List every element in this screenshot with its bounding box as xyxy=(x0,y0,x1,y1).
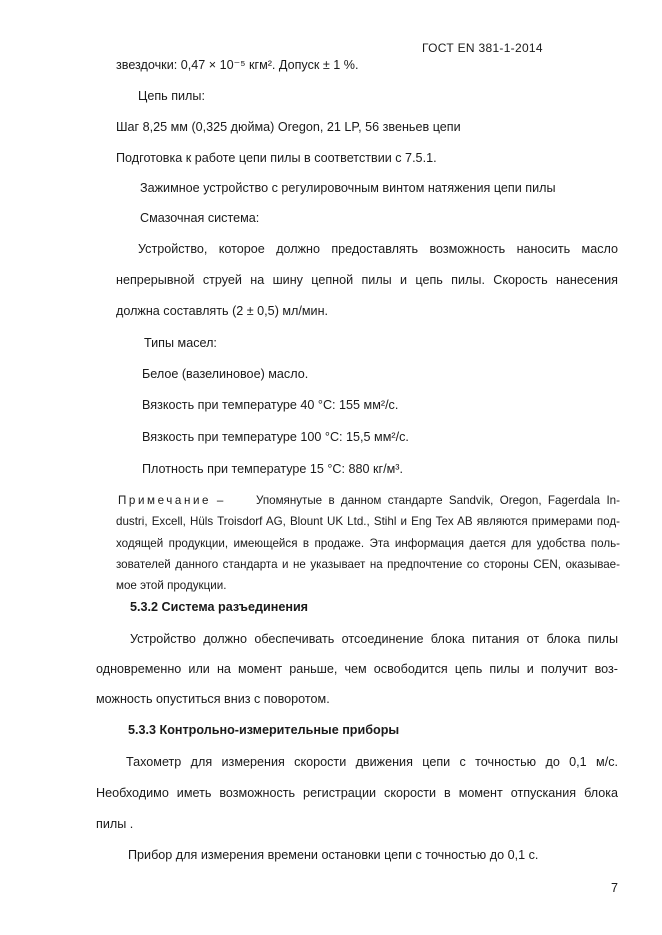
note-line: зователей данного стандарта и не указывает на предпочтение со стороны CEN, оказывае- xyxy=(116,558,620,571)
note-line: ходящей продукции, имеющейся в продаже. Эта информация дается для удобства поль- xyxy=(116,537,620,550)
page-number: 7 xyxy=(611,881,619,895)
text-line: Вязкость при температуре 100 °С: 15,5 мм²/с. xyxy=(142,430,409,444)
text-line: Смазочная система: xyxy=(140,211,260,225)
text-line: Шаг 8,25 мм (0,325 дюйма) Oregon, 21 LP, 56 звеньев цепи xyxy=(116,120,461,134)
running-header: ГОСТ EN 381-1-2014 xyxy=(422,41,543,55)
text-line: Устройство должно обеспечивать отсоединение блока питания от блока пилы xyxy=(130,632,618,646)
text-line: Белое (вазелиновое) масло. xyxy=(142,367,309,381)
note-line: мое этой продукции. xyxy=(116,579,227,592)
note-label: Примечание – xyxy=(118,494,226,507)
text-line: Зажимное устройство с регулировочным винтом натяжения цепи пилы xyxy=(140,181,556,195)
text-line: одновременно или на момент раньше, чем освободится цепь пилы и получит воз- xyxy=(96,662,618,676)
note-line: dustri, Excell, Hüls Troisdorf AG, Blount UK Ltd., Stihl и Eng Tex AB являются примерами под- xyxy=(116,515,620,528)
text-line: Подготовка к работе цепи пилы в соответствии с 7.5.1. xyxy=(116,151,437,165)
text-line: непрерывной струей на шину цепной пилы и цепь пилы. Скорость нанесения xyxy=(116,273,618,287)
note-line: Упомянутые в данном стандарте Sandvik, Oregon, Fagerdala In- xyxy=(256,494,620,507)
text-line: Тахометр для измерения скорости движения цепи с точностью до 0,1 м/с. xyxy=(126,755,618,769)
text-line: можность опуститься вниз с поворотом. xyxy=(96,692,330,706)
text-line: Цепь пилы: xyxy=(138,89,205,103)
text-line: Типы масел: xyxy=(144,336,217,350)
text-line: пилы . xyxy=(96,817,134,831)
section-heading: 5.3.2 Система разъединения xyxy=(130,600,309,614)
text-line: звездочки: 0,47 × 10⁻⁵ кгм². Допуск ± 1 %. xyxy=(116,58,359,72)
text-line: Устройство, которое должно предоставлять возможность наносить масло xyxy=(138,242,618,256)
text-line: Вязкость при температуре 40 °С: 155 мм²/с. xyxy=(142,398,399,412)
text-line: Плотность при температуре 15 °С: 880 кг/м³. xyxy=(142,462,403,476)
text-line: Прибор для измерения времени остановки цепи с точностью до 0,1 с. xyxy=(128,848,539,862)
text-line: Необходимо иметь возможность регистрации скорости в момент отпускания блока xyxy=(96,786,618,800)
text-line: должна составлять (2 ± 0,5) мл/мин. xyxy=(116,304,329,318)
section-heading: 5.3.3 Контрольно-измерительные приборы xyxy=(128,723,400,737)
